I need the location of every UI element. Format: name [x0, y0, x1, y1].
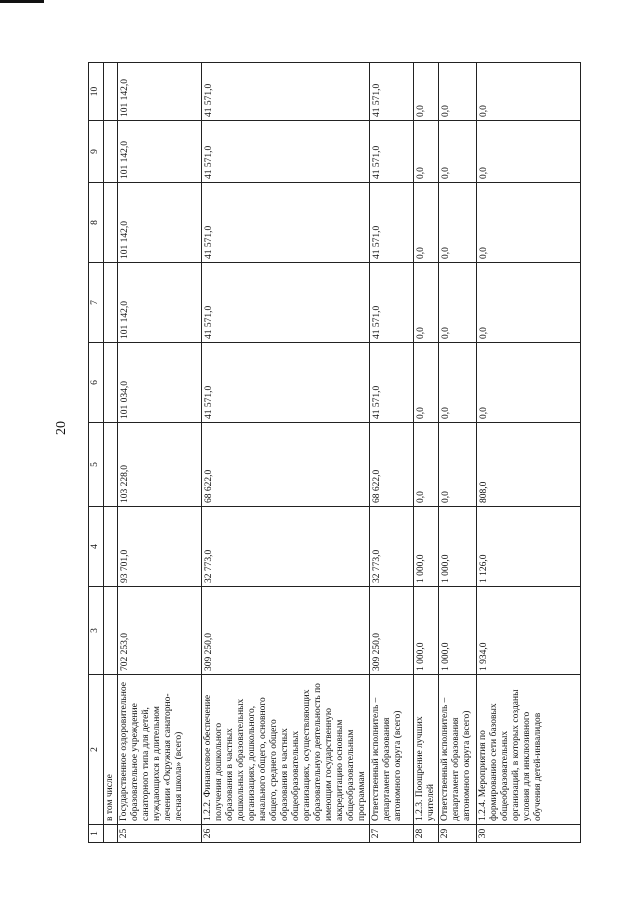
row-value: [104, 507, 118, 587]
col-header: 1: [89, 825, 104, 843]
table-row: [104, 63, 118, 843]
row-value: [104, 121, 118, 183]
row-value: 41 571,0: [202, 263, 370, 343]
row-index: 29: [439, 825, 477, 843]
row-value: 309 250,0: [202, 587, 370, 675]
row-value: 68 622,0: [370, 423, 414, 507]
row-value: 0,0: [414, 121, 439, 183]
row-index: [104, 825, 118, 843]
row-value: 93 701,0: [118, 507, 202, 587]
table-row: [202, 63, 370, 843]
col-header: 7: [89, 263, 104, 343]
col-header: 4: [89, 507, 104, 587]
row-value: 68 622,0: [202, 423, 370, 507]
row-value: 41 571,0: [370, 263, 414, 343]
row-value: 101 034,0: [118, 343, 202, 423]
row-value: [104, 263, 118, 343]
row-value: 41 571,0: [370, 121, 414, 183]
row-value: 0,0: [439, 121, 477, 183]
row-value: 41 571,0: [370, 63, 414, 121]
budget-table: [88, 62, 581, 843]
row-value: 0,0: [439, 263, 477, 343]
row-name: 1.2.3. Поощрение лучших учителей: [414, 675, 439, 825]
row-value: 0,0: [439, 423, 477, 507]
row-value: 41 571,0: [202, 183, 370, 263]
col-header: 9: [89, 121, 104, 183]
row-name: в том числе: [104, 675, 118, 825]
col-header: 8: [89, 183, 104, 263]
row-value: 0,0: [477, 263, 581, 343]
row-value: [104, 183, 118, 263]
row-value: 103 228,0: [118, 423, 202, 507]
row-value: 101 142,0: [118, 63, 202, 121]
col-header: 10: [89, 63, 104, 121]
row-value: 1 934,0: [477, 587, 581, 675]
row-value: 0,0: [414, 423, 439, 507]
row-value: 1 000,0: [414, 507, 439, 587]
row-value: 1 000,0: [439, 587, 477, 675]
row-value: 41 571,0: [202, 121, 370, 183]
row-value: 0,0: [439, 63, 477, 121]
row-value: 0,0: [414, 343, 439, 423]
row-name: Государственное оздоровительное образовательное учреждение санаторного типа для детей, нуждающихся в длительном лечении «Окружная санаторно-лесная школа» (всего): [118, 675, 202, 825]
rotated-table-container: [88, 63, 588, 843]
row-value: [104, 423, 118, 507]
row-value: 1 126,0: [477, 507, 581, 587]
header-row: [89, 63, 104, 843]
col-header: 3: [89, 587, 104, 675]
row-name: Ответственный исполнитель – департамент образования автономного округа (всего): [370, 675, 414, 825]
row-value: 32 773,0: [202, 507, 370, 587]
row-value: 309 250,0: [370, 587, 414, 675]
row-index: 30: [477, 825, 581, 843]
row-value: 41 571,0: [202, 343, 370, 423]
row-value: 702 253,0: [118, 587, 202, 675]
row-value: [104, 343, 118, 423]
row-value: 0,0: [414, 183, 439, 263]
row-index: 25: [118, 825, 202, 843]
row-value: 32 773,0: [370, 507, 414, 587]
row-value: 41 571,0: [202, 63, 370, 121]
row-value: 0,0: [439, 343, 477, 423]
top-rule: [0, 0, 44, 3]
table-row: [439, 63, 477, 843]
row-index: 28: [414, 825, 439, 843]
row-value: 41 571,0: [370, 343, 414, 423]
row-value: 808,0: [477, 423, 581, 507]
table-row: [118, 63, 202, 843]
row-value: 0,0: [477, 63, 581, 121]
row-value: 0,0: [477, 121, 581, 183]
row-value: 0,0: [439, 183, 477, 263]
col-header: 5: [89, 423, 104, 507]
row-index: 26: [202, 825, 370, 843]
col-header: 2: [89, 675, 104, 825]
table-row: [370, 63, 414, 843]
row-value: 1 000,0: [414, 587, 439, 675]
row-value: 0,0: [414, 63, 439, 121]
table-row: [477, 63, 581, 843]
row-value: 0,0: [477, 183, 581, 263]
row-value: 101 142,0: [118, 121, 202, 183]
row-value: 1 000,0: [439, 507, 477, 587]
row-name: 1.2.2. Финансовое обеспечение получения дошкольного образования в частных дошкольных образовательных организациях, дошкольного, начального общего, основного общего, среднего общего образования в частных общеобразовательных организациях, осуществляющих образовательную деятельность по имеющим государственную аккредитацию основным общеобразовательным программам: [202, 675, 370, 825]
row-value: [104, 587, 118, 675]
row-index: 27: [370, 825, 414, 843]
row-value: 0,0: [414, 263, 439, 343]
col-header: 6: [89, 343, 104, 423]
row-name: 1.2.4. Мероприятия по формированию сети базовых общеобразовательных организаций, в которых созданы условия для инклюзивного обучения детей-инвалидов: [477, 675, 581, 825]
row-value: [104, 63, 118, 121]
row-value: 41 571,0: [370, 183, 414, 263]
table-row: [414, 63, 439, 843]
row-value: 0,0: [477, 343, 581, 423]
page-number: 20: [54, 421, 69, 435]
row-value: 101 142,0: [118, 263, 202, 343]
row-value: 101 142,0: [118, 183, 202, 263]
row-name: Ответственный исполнитель – департамент образования автономного округа (всего): [439, 675, 477, 825]
